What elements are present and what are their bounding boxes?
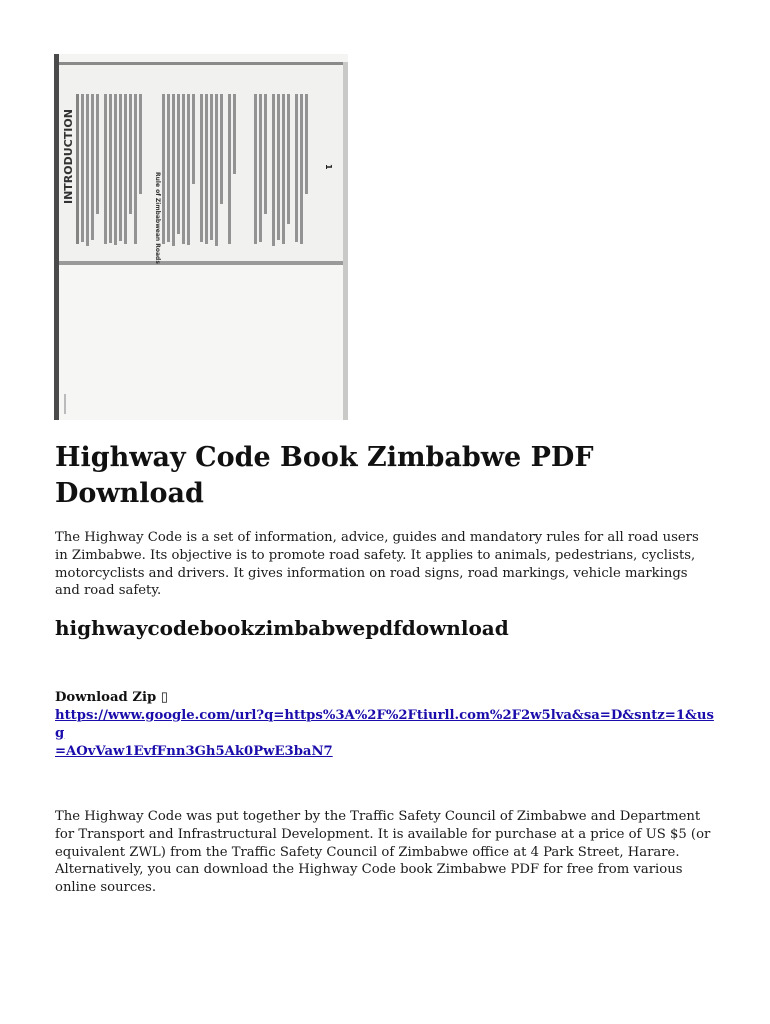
body-paragraph: The Highway Code was put together by the Traffic Safety Council of Zimbabwe and Department for Transport and Infrastructural Development. It is available for purchase at a price of US $5 (or equivalent ZWL) from the Traffic Safety Council of Zimbabwe office at 4 Park Street, Harare. Alternatively, you can download the Highway Code book Zimbabwe PDF for free from various online sources.: [55, 809, 711, 896]
download-link-line1[interactable]: https://www.google.com/url?q=https%3A%2F%2Ftiurll.com%2F2w5lva&sa=D&sntz=1&usg: [55, 708, 714, 741]
slug-heading: highwaycodebookzimbabwepdfdownload: [55, 616, 509, 640]
download-label: Download Zip ▯: [55, 690, 169, 705]
scanned-page-image: [54, 54, 348, 420]
scan-section-heading: Rule of Zimbabwean Roads: [154, 172, 161, 264]
page-title: Highway Code Book Zimbabwe PDF Download: [55, 442, 594, 509]
download-link-line2[interactable]: =AOvVaw1EvfFnn3Gh5Ak0PwE3baN7: [55, 744, 333, 759]
download-link[interactable]: [55, 707, 715, 761]
intro-paragraph: The Highway Code is a set of information, advice, guides and mandatory rules for all road users in Zimbabwe. Its objective is to promote road safety. It applies to animals, pedestrians, cyclists, motorcyclists and drivers. It gives information on road signs, road markings, vehicle markings and road safety.: [55, 530, 699, 599]
scan-heading: INTRODUCTION: [62, 109, 75, 204]
scan-page-number: 1: [324, 164, 333, 170]
